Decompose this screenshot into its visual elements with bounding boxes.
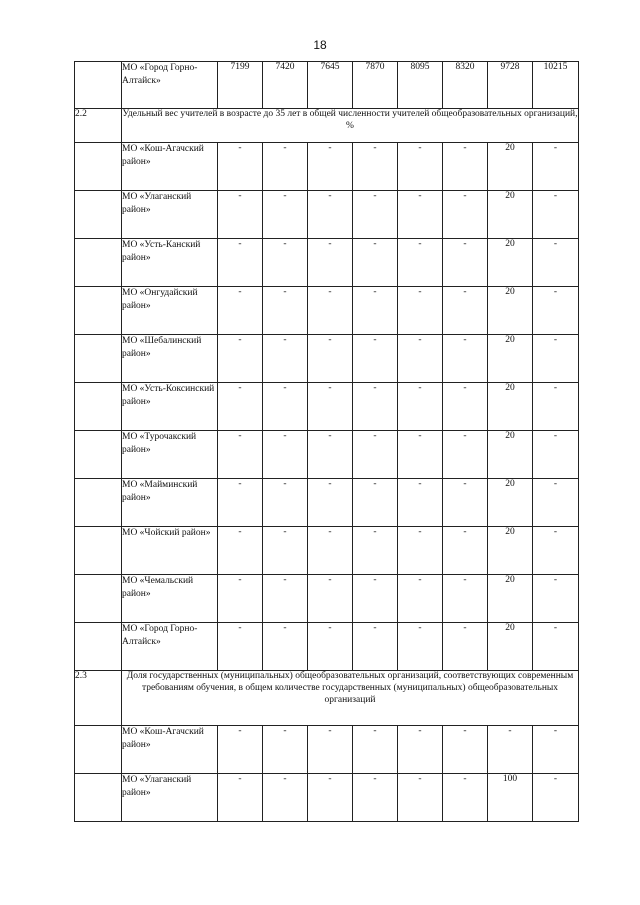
value-cell: 20 — [488, 143, 533, 191]
value-cell: - — [353, 335, 398, 383]
municipality-name: МО «Кош-Агачский район» — [122, 143, 218, 191]
value-cell: - — [353, 191, 398, 239]
table-row — [75, 191, 579, 239]
value-cell: - — [443, 575, 488, 623]
value-cell: - — [443, 623, 488, 671]
table-row — [75, 287, 579, 335]
value-cell: - — [443, 239, 488, 287]
value-cell: - — [263, 527, 308, 575]
value-cell: - — [533, 287, 579, 335]
value-cell: - — [398, 287, 443, 335]
row-number-cell — [75, 774, 122, 822]
value-cell: - — [218, 383, 263, 431]
value-cell: - — [308, 335, 353, 383]
value-cell: - — [398, 774, 443, 822]
value-cell: - — [533, 774, 579, 822]
value-cell: - — [218, 143, 263, 191]
row-number-cell — [75, 143, 122, 191]
value-cell: - — [533, 191, 579, 239]
value-cell: - — [533, 479, 579, 527]
value-cell: 7645 — [308, 62, 353, 109]
value-cell: 20 — [488, 239, 533, 287]
value-cell: - — [218, 479, 263, 527]
value-cell: - — [353, 575, 398, 623]
value-cell: 20 — [488, 191, 533, 239]
value-cell: 20 — [488, 287, 533, 335]
municipality-name: МО «Улаганский район» — [122, 774, 218, 822]
municipality-name: МО «Усть-Коксинский район» — [122, 383, 218, 431]
value-cell: - — [533, 623, 579, 671]
value-cell: 100 — [488, 774, 533, 822]
municipality-name: МО «Город Горно-Алтайск» — [122, 623, 218, 671]
value-cell: - — [353, 143, 398, 191]
value-cell: - — [353, 287, 398, 335]
value-cell: - — [308, 287, 353, 335]
table-row — [75, 479, 579, 527]
value-cell: - — [398, 623, 443, 671]
municipality-name: МО «Турочакский район» — [122, 431, 218, 479]
section-title: Доля государственных (муниципальных) общеобразовательных организаций, соответствующих современным требованиям обучения, в общем количестве государственных (муниципальных) общеобразовательных организаций — [122, 671, 579, 726]
value-cell: - — [533, 726, 579, 774]
value-cell: - — [533, 383, 579, 431]
value-cell: 20 — [488, 431, 533, 479]
municipality-name: МО «Онгудайский район» — [122, 287, 218, 335]
value-cell: - — [443, 774, 488, 822]
value-cell: - — [353, 527, 398, 575]
value-cell: - — [398, 191, 443, 239]
value-cell: - — [443, 143, 488, 191]
value-cell: - — [443, 431, 488, 479]
value-cell: - — [443, 726, 488, 774]
value-cell: - — [353, 431, 398, 479]
value-cell: 20 — [488, 479, 533, 527]
value-cell: - — [488, 726, 533, 774]
table-row — [75, 239, 579, 287]
value-cell: - — [218, 623, 263, 671]
value-cell: - — [218, 191, 263, 239]
value-cell: - — [398, 431, 443, 479]
value-cell: - — [533, 239, 579, 287]
table-body — [75, 62, 579, 822]
section-header-row — [75, 671, 579, 726]
value-cell: - — [218, 287, 263, 335]
value-cell: - — [443, 335, 488, 383]
table-row — [75, 774, 579, 822]
value-cell: 7420 — [263, 62, 308, 109]
value-cell: - — [308, 191, 353, 239]
value-cell: 8320 — [443, 62, 488, 109]
value-cell: - — [443, 191, 488, 239]
municipality-name: МО «Чемальский район» — [122, 575, 218, 623]
value-cell: 20 — [488, 335, 533, 383]
value-cell: - — [308, 431, 353, 479]
value-cell: - — [263, 431, 308, 479]
value-cell: - — [443, 383, 488, 431]
value-cell: - — [398, 143, 443, 191]
municipality-name: МО «Улаганский район» — [122, 191, 218, 239]
value-cell: - — [218, 575, 263, 623]
row-number-cell — [75, 726, 122, 774]
row-number-cell — [75, 239, 122, 287]
value-cell: - — [533, 431, 579, 479]
value-cell: - — [218, 527, 263, 575]
table-row — [75, 431, 579, 479]
value-cell: - — [353, 239, 398, 287]
municipality-name: МО «Кош-Агачский район» — [122, 726, 218, 774]
value-cell: - — [353, 774, 398, 822]
section-header-row — [75, 109, 579, 143]
municipality-name: МО «Майминский район» — [122, 479, 218, 527]
value-cell: - — [308, 774, 353, 822]
value-cell: - — [533, 335, 579, 383]
value-cell: - — [263, 239, 308, 287]
row-number-cell — [75, 623, 122, 671]
table-row — [75, 335, 579, 383]
value-cell: - — [308, 239, 353, 287]
value-cell: - — [263, 287, 308, 335]
value-cell: - — [263, 191, 308, 239]
section-number: 2.2 — [75, 109, 122, 143]
value-cell: - — [353, 623, 398, 671]
value-cell: 8095 — [398, 62, 443, 109]
value-cell: - — [353, 479, 398, 527]
value-cell: - — [533, 575, 579, 623]
row-number-cell — [75, 62, 122, 109]
section-number: 2.3 — [75, 671, 122, 726]
value-cell: - — [308, 143, 353, 191]
value-cell: 20 — [488, 575, 533, 623]
value-cell: - — [263, 335, 308, 383]
row-number-cell — [75, 287, 122, 335]
table-row — [75, 527, 579, 575]
value-cell: - — [263, 726, 308, 774]
value-cell: 10215 — [533, 62, 579, 109]
value-cell: - — [308, 575, 353, 623]
value-cell: - — [263, 774, 308, 822]
value-cell: 9728 — [488, 62, 533, 109]
value-cell: 20 — [488, 623, 533, 671]
value-cell: - — [308, 479, 353, 527]
value-cell: - — [263, 383, 308, 431]
value-cell: 7870 — [353, 62, 398, 109]
row-number-cell — [75, 479, 122, 527]
value-cell: - — [218, 774, 263, 822]
table-row — [75, 575, 579, 623]
municipality-name: МО «Чойский район» — [122, 527, 218, 575]
value-cell: - — [443, 527, 488, 575]
page-number: 18 — [313, 38, 327, 52]
table-row — [75, 143, 579, 191]
value-cell: 20 — [488, 383, 533, 431]
table-row — [75, 62, 579, 109]
row-number-cell — [75, 431, 122, 479]
value-cell: - — [398, 575, 443, 623]
value-cell: - — [398, 527, 443, 575]
value-cell: - — [398, 479, 443, 527]
value-cell: - — [218, 239, 263, 287]
value-cell: - — [218, 726, 263, 774]
table-row — [75, 726, 579, 774]
value-cell: - — [443, 479, 488, 527]
value-cell: 7199 — [218, 62, 263, 109]
value-cell: - — [218, 335, 263, 383]
row-number-cell — [75, 191, 122, 239]
value-cell: - — [263, 623, 308, 671]
value-cell: - — [218, 431, 263, 479]
municipality-name: МО «Шебалинский район» — [122, 335, 218, 383]
value-cell: - — [533, 143, 579, 191]
value-cell: 20 — [488, 527, 533, 575]
row-number-cell — [75, 575, 122, 623]
row-number-cell — [75, 383, 122, 431]
table-row — [75, 623, 579, 671]
value-cell: - — [353, 726, 398, 774]
value-cell: - — [398, 239, 443, 287]
row-number-cell — [75, 335, 122, 383]
value-cell: - — [308, 623, 353, 671]
value-cell: - — [263, 143, 308, 191]
value-cell: - — [398, 383, 443, 431]
municipality-name: МО «Город Горно-Алтайск» — [122, 62, 218, 109]
row-number-cell — [75, 527, 122, 575]
value-cell: - — [263, 479, 308, 527]
value-cell: - — [308, 527, 353, 575]
municipality-name: МО «Усть-Канский район» — [122, 239, 218, 287]
table-row — [75, 383, 579, 431]
value-cell: - — [533, 527, 579, 575]
section-title: Удельный вес учителей в возрасте до 35 лет в общей численности учителей общеобразовательных организаций, % — [122, 109, 579, 143]
value-cell: - — [398, 726, 443, 774]
indicators-table — [74, 61, 579, 822]
value-cell: - — [353, 383, 398, 431]
value-cell: - — [308, 726, 353, 774]
value-cell: - — [263, 575, 308, 623]
value-cell: - — [308, 383, 353, 431]
value-cell: - — [443, 287, 488, 335]
value-cell: - — [398, 335, 443, 383]
